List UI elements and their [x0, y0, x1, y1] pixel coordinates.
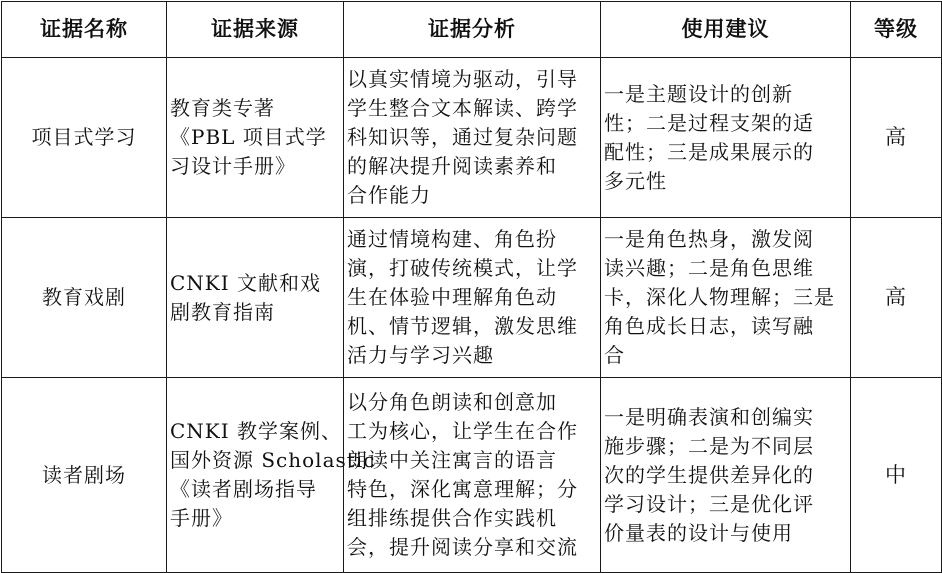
evidence-analysis-cell — [344, 218, 601, 378]
analysis-line: 会，提升阅读分享和交流 — [347, 535, 578, 559]
table-row — [2, 218, 942, 378]
advice-line: 配性；三是成果展示的 — [604, 139, 814, 164]
source-line: 剧教育指南 — [170, 299, 275, 324]
evidence-name-cell: 读者剧场 — [2, 378, 167, 573]
analysis-line: 特色，深化寓意理解；分 — [347, 477, 578, 501]
evidence-source-cell — [167, 218, 344, 378]
advice-line: 学习设计；三是优化评 — [604, 491, 814, 516]
usage-advice-cell — [601, 58, 851, 218]
source-line: 国外资源 Scholastic — [170, 448, 376, 472]
analysis-line: 合作能力 — [347, 183, 431, 207]
analysis-line: 机、情节逻辑，激发思维 — [347, 314, 578, 338]
evidence-analysis-cell — [344, 58, 601, 218]
header-cell-grade: 等级 — [851, 2, 942, 58]
header-cell-advice: 使用建议 — [601, 2, 851, 58]
source-line: 手册》 — [170, 506, 233, 530]
header-cell-source: 证据来源 — [167, 2, 344, 58]
analysis-line: 工为核心，让学生在合作 — [347, 419, 578, 443]
analysis-line: 的解决提升阅读素养和 — [347, 154, 557, 178]
grade-cell: 高 — [851, 218, 942, 378]
usage-advice-cell — [601, 378, 851, 573]
header-row — [2, 2, 942, 58]
source-line: 习设计手册》 — [170, 154, 296, 178]
evidence-name-cell: 教育戏剧 — [2, 218, 167, 378]
advice-line: 一是角色热身，激发阅 — [604, 227, 814, 251]
table-row — [2, 58, 942, 218]
advice-line: 读兴趣；二是角色思维 — [604, 256, 814, 280]
usage-advice-cell — [601, 218, 851, 378]
analysis-line: 活力与学习兴趣 — [347, 343, 494, 367]
advice-line: 施步骤；二是为不同层 — [604, 433, 814, 458]
source-line: 《读者剧场指导 — [170, 477, 317, 501]
analysis-line: 科知识等，通过复杂问题 — [347, 125, 578, 149]
analysis-line: 学生整合文本解读、跨学 — [347, 96, 578, 120]
advice-line: 性；二是过程支架的适 — [604, 110, 814, 135]
evidence-source-cell — [167, 378, 376, 573]
advice-line: 多元性 — [604, 168, 667, 193]
evidence-table — [1, 1, 942, 573]
analysis-line: 以分角色朗读和创意加 — [347, 390, 557, 414]
analysis-line: 以真实情境为驱动，引导 — [347, 67, 578, 91]
source-line: CNKI 文献和戏 — [170, 270, 322, 295]
source-line: CNKI 教学案例、 — [170, 419, 343, 443]
advice-line: 一是明确表演和创编实 — [604, 404, 814, 429]
analysis-line: 演，打破传统模式，让学 — [347, 256, 578, 280]
advice-line: 一是主题设计的创新 — [604, 81, 793, 106]
advice-line: 合 — [604, 343, 625, 367]
source-line: 教育类专著 — [170, 96, 275, 120]
evidence-source-cell — [167, 58, 344, 218]
header-cell-name: 证据名称 — [2, 2, 167, 58]
source-line: 《PBL 项目式学 — [170, 125, 327, 149]
evidence-name-cell: 项目式学习 — [2, 58, 167, 218]
grade-cell: 中 — [851, 378, 942, 573]
advice-line: 卡，深化人物理解；三是 — [604, 285, 835, 309]
header-cell-analysis: 证据分析 — [344, 2, 601, 58]
table-row — [2, 378, 942, 573]
grade-cell: 高 — [851, 58, 942, 218]
analysis-line: 朗读中关注寓言的语言 — [347, 448, 557, 472]
evidence-analysis-cell — [344, 378, 601, 573]
advice-line: 次的学生提供差异化的 — [604, 462, 814, 487]
analysis-line: 组排练提供合作实践机 — [347, 506, 557, 530]
analysis-line: 通过情境构建、角色扮 — [347, 227, 557, 251]
advice-line: 角色成长日志，读写融 — [604, 314, 814, 338]
analysis-line: 生在体验中理解角色动 — [347, 285, 557, 309]
advice-line: 价量表的设计与使用 — [604, 520, 793, 545]
